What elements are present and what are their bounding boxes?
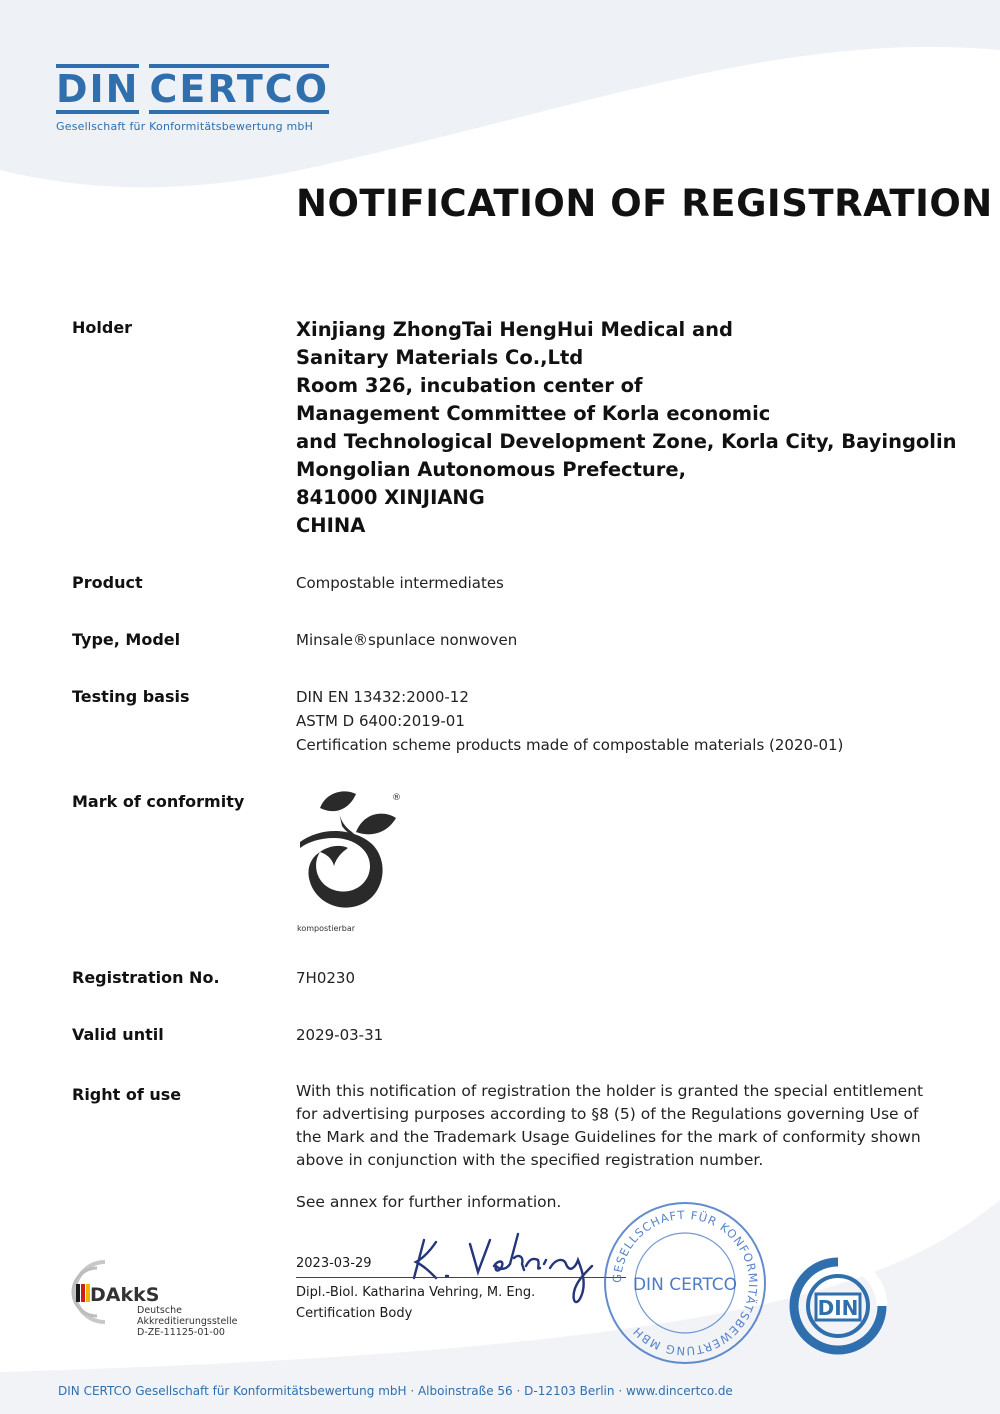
type-model-label: Type, Model <box>72 630 181 649</box>
seedling-compostable-mark-icon <box>292 786 408 936</box>
right-of-use-line: the Mark and the Trademark Usage Guidelines for the mark of conformity shown <box>296 1128 921 1146</box>
valid-until-label: Valid until <box>72 1025 164 1044</box>
document-title: NOTIFICATION OF REGISTRATION <box>296 182 993 225</box>
holder-label: Holder <box>72 318 133 337</box>
footer-address: DIN CERTCO Gesellschaft für Konformitätsbewertung mbH · Alboinstraße 56 · D-12103 Berlin · www.dincertco.de <box>58 1384 733 1398</box>
registration-no-label: Registration No. <box>72 968 220 987</box>
signature-date: 2023-03-29 <box>296 1256 372 1271</box>
registration-no-value: 7H0230 <box>296 969 355 987</box>
din-logo-icon <box>786 1254 890 1358</box>
holder-line: Management Committee of Korla economic <box>296 402 771 425</box>
logo-word-certco: CERTCO <box>149 64 329 114</box>
testing-basis-item: DIN EN 13432:2000-12 <box>296 688 469 706</box>
right-of-use-line: above in conjunction with the specified registration number. <box>296 1151 764 1169</box>
holder-line: and Technological Development Zone, Korla City, Bayingolin <box>296 430 957 453</box>
mark-of-conformity-label: Mark of conformity <box>72 792 245 811</box>
holder-line: Xinjiang ZhongTai HengHui Medical and <box>296 318 733 341</box>
testing-basis-item: ASTM D 6400:2019-01 <box>296 712 465 730</box>
testing-basis-label: Testing basis <box>72 687 190 706</box>
din-logo-text: DIN <box>817 1296 859 1320</box>
right-of-use-label: Right of use <box>72 1085 182 1104</box>
holder-line: CHINA <box>296 514 366 537</box>
registered-trademark-symbol: ® <box>392 793 401 803</box>
mark-caption: kompostierbar <box>297 924 356 933</box>
holder-line: 841000 XINJIANG <box>296 486 485 509</box>
logo-word-din: DIN <box>56 64 139 114</box>
holder-line: Mongolian Autonomous Prefecture, <box>296 458 687 481</box>
holder-line: Room 326, incubation center of <box>296 374 643 397</box>
annex-note: See annex for further information. <box>296 1193 562 1211</box>
valid-until-value: 2029-03-31 <box>296 1026 384 1044</box>
dakks-accreditation-number: D-ZE-11125-01-00 <box>137 1327 225 1338</box>
holder-line: Sanitary Materials Co.,Ltd <box>296 346 584 369</box>
type-model-value: Minsale®spunlace nonwoven <box>296 631 518 649</box>
signer-role: Certification Body <box>296 1306 413 1321</box>
holder-address <box>296 316 957 540</box>
right-of-use-text <box>296 1080 923 1172</box>
dakks-name: DAkkS <box>90 1284 160 1306</box>
right-of-use-line: With this notification of registration the holder is granted the special entitlement <box>296 1082 924 1100</box>
signer-name: Dipl.-Biol. Katharina Vehring, M. Eng. <box>296 1285 536 1300</box>
dakks-line: Deutsche <box>137 1305 182 1316</box>
logo-subtitle: Gesellschaft für Konformitätsbewertung mbH <box>56 120 314 133</box>
right-of-use-line: for advertising purposes according to §8 (5) of the Regulations governing Use of <box>296 1105 919 1123</box>
dakks-line: Akkreditierungsstelle <box>137 1316 238 1327</box>
testing-basis-item: Certification scheme products made of compostable materials (2020-01) <box>296 736 844 754</box>
din-certco-logo <box>56 64 329 133</box>
stamp-center-text: DIN CERTCO <box>632 1275 738 1295</box>
testing-basis-list <box>296 685 843 757</box>
signer-block <box>296 1282 535 1324</box>
stamp-ring-text: GESELLSCHAFT FÜR KONFORMITÄTSBEWERTUNG MBH <box>609 1207 761 1359</box>
product-value: Compostable intermediates <box>296 574 504 592</box>
product-label: Product <box>72 573 143 592</box>
official-stamp <box>600 1198 770 1368</box>
signature-line <box>296 1277 626 1278</box>
dakks-details <box>137 1305 238 1338</box>
